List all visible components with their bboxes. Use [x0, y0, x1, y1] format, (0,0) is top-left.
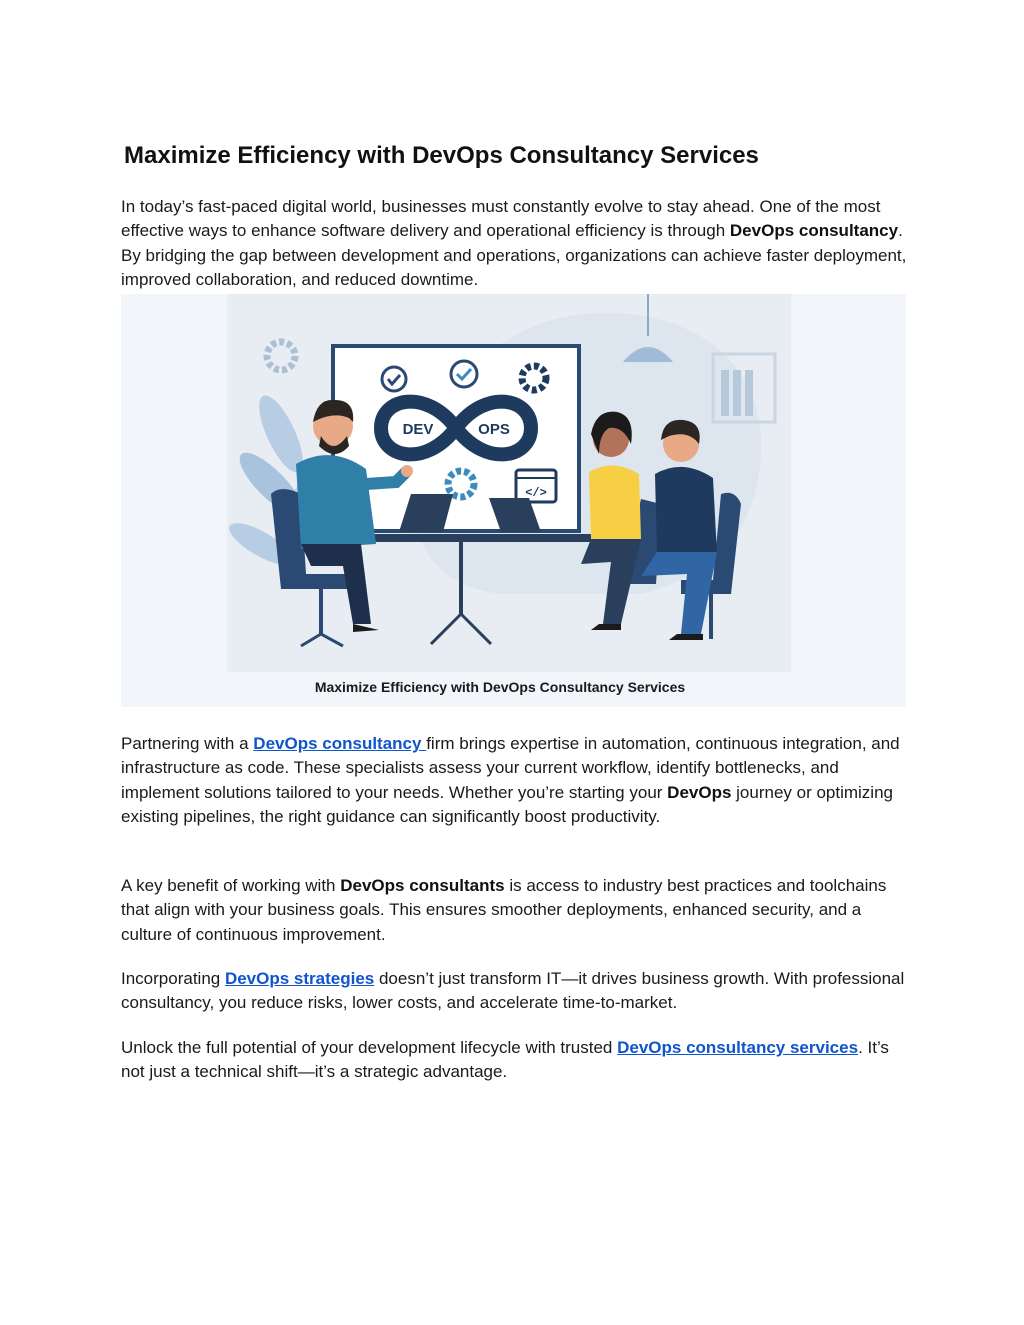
p2-text-3: journey or optimizing existing pipelines, the right guidance can significantly boost productivity.: [121, 782, 893, 827]
p2-bold: DevOps: [667, 782, 732, 802]
code-tag-text: </>: [525, 486, 547, 500]
p2-text-1: Partnering with a: [121, 734, 254, 753]
intro-bold: DevOps consultancy: [729, 221, 899, 241]
paragraph-strategies: [121, 967, 911, 1016]
devops-strategies-link[interactable]: DevOps strategies: [224, 969, 375, 988]
p4-text-2: doesn’t just transform IT—it drives business growth. With professional consultancy, you reduce risks, lower costs, and accelerate time-to-market.: [121, 969, 905, 1013]
paragraph-benefit: [121, 874, 911, 947]
intro-text-1: In today’s fast-paced digital world, businesses must constantly evolve to stay ahead. One of the most effective ways to enhance software delivery and operational efficiency is through: [121, 197, 881, 241]
illustration-caption: Maximize Efficiency with DevOps Consultancy Services: [314, 679, 686, 695]
p3-text-2: is access to industry best practices and toolchains that align with your business goals. This ensures smoother deployments, enhanced security, and a culture of continuous improvement.: [121, 876, 887, 944]
p4-text-1: Incorporating: [121, 969, 225, 988]
p2-text-2: firm brings expertise in automation, continuous integration, and infrastructure as code. These specialists assess your current workflow, identify bottlenecks, and implement solutions tailored to your needs. Whether you’re starting your: [121, 734, 900, 802]
devops-consultancy-link[interactable]: DevOps consultancy: [253, 734, 427, 753]
page-title: Maximize Efficiency with DevOps Consultancy Services: [124, 142, 759, 169]
p3-text-1: A key benefit of working with: [121, 876, 341, 895]
logo-ops-text: OPS: [478, 421, 510, 438]
devops-consultancy-services-link[interactable]: DevOps consultancy services: [617, 1038, 859, 1057]
intro-text-2: . By bridging the gap between development and operations, organizations can achieve faster deployment, improved collaboration, and reduced downtime.: [121, 221, 907, 290]
p5-text-1: Unlock the full potential of your development lifecycle with trusted: [121, 1038, 618, 1057]
p5-text-2: . It’s not just a technical shift—it’s a strategic advantage.: [121, 1038, 889, 1082]
paragraph-consultancy: [121, 732, 911, 830]
logo-dev-text: DEV: [402, 421, 434, 438]
paragraph-conclusion: [121, 1036, 911, 1085]
illustration-svg: [121, 294, 906, 707]
devops-illustration: [121, 294, 906, 707]
intro-paragraph: [121, 195, 911, 293]
p3-bold: DevOps consultants: [340, 876, 505, 895]
